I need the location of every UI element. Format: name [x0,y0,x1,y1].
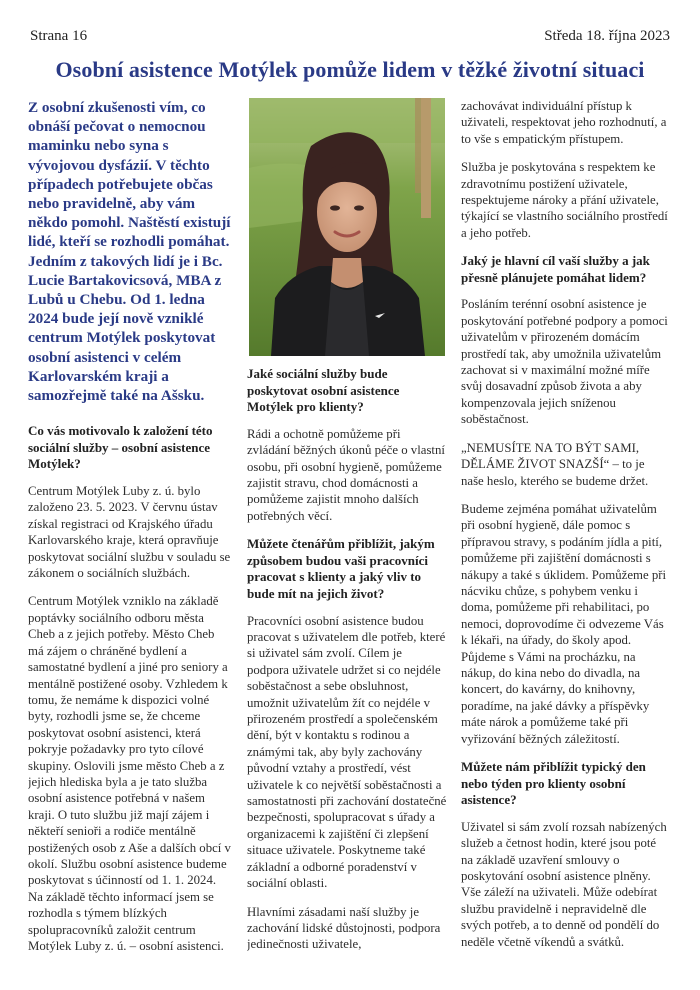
article-title: Osobní asistence Motýlek pomůže lidem v těžké životní situaci [55,57,645,82]
column-1 [28,98,233,972]
question-typical-day: Můžete nám přiblížit typický den nebo týden pro klienty osobní asistence? [461,759,646,808]
answer-paragraph: Budeme zejména pomáhat uživatelům při osobní hygieně, dále pomoc s přípravou stravy, s podáním jídla a pití, pomůžeme při zajištění domácnosti s nákupy a také s úklidem. Pomůžeme při nácviku chůze, s pohybem venku i doma, pomůžeme při rehabilitaci, po nemoci, doprovodíme či odvezeme Vás k lékaři, na úřady, do školy apod. Půjdeme s Vámi na procházku, na nákup, do kina nebo do divadla, na koncert, do kavárny, do knihovny, poradíme, na jaké dávky a příspěvky máte nárok a pomůžeme také při vyřizování běžných záležitostí. [461,501,667,746]
page-number: Strana 16 [30,28,88,44]
answer-paragraph: Hlavními zásadami naší služby je zachování lidské důstojnosti, podpora jedinečnosti uživatele, [247,904,441,952]
answer-paragraph: Služba je poskytována s respektem ke zdravotnímu postižení uživatele, respektujeme nároky a přání uživatele, týkající se vlastního sociálního prostředí a jeho potřeb. [461,160,668,240]
answer-paragraph: Pracovníci osobní asistence budou pracovat s uživatelem dle potřeb, které si uživatel sám zvolí. Cílem je podpora uživatele udržet si co nejdéle soběstačnost a sebe obsluhnost, umožnit uživatelům žít co nejdéle v přirozeném prostředí a společenském dění, být v kontaktu s rodinou a známými tak, aby byly zachovány původní vztahy a prostředí, vést uživatele k co největší soběstačnosti a samostatnosti při zachování dostatečné bezpečnosti, spolupracovat s úřady a organizacemi k zajištění či zlepšení situace uživatele. Poskytneme také základní a odborné poradenství v sociální oblasti. [247,613,447,891]
answer-paragraph: Posláním terénní osobní asistence je poskytování potřebné podpory a pomoci uživatelům v přirozeném domácím prostředí tak, aby umožnila uživatelům zachovat si v maximální možné míře svůj dosavadní způsob života a aby kompenzovala jejich sníženou soběstačnost. [461,297,668,427]
motto-paragraph: „NEMUSÍTE NA TO BÝT SAMI, DĚLÁME ŽIVOT SNAZŠÍ“ – to je naše heslo, kterého se budeme držet. [461,440,649,488]
issue-date: Středa 18. října 2023 [544,28,670,44]
article-body [28,98,670,972]
answer-paragraph: Rádi a ochotně pomůžeme při zvládání běžných úkonů péče o vlastní osobu, při osobní hygieně, pomůžeme zajistit stravu, chod domácnosti a pomůžeme zajistit mnoho dalších potřebných věcí. [247,426,445,523]
article-lead: Z osobní zkušenosti vím, co obnáší pečovat o nemocnou maminku nebo syna s vývojovou dysfázií. V těchto případech potřebujete občas nebo pravidelně, aby vám někdo pomohl. Naštěstí existují lidé, kteří se rozhodli pomáhat. Jedním z takových lidí je i Bc. Lucie Bartakovicsová, MBA z Lubů u Chebu. Od 1. ledna 2024 bude její nově vzniklé centrum Motýlek poskytovat osobní asistenci v celém Karlovarském kraji a samozřejmě také na Ašsku. [28,99,231,405]
question-motivation: Co vás motivovalo k založení této sociální služby – osobní asistence Motýlek? [28,423,213,472]
portrait-photo [249,98,445,356]
question-work-with-clients: Můžete čtenářům přiblížit, jakým způsobem budou vaši pracovníci pracovat s klienty a jaký vliv to bude mít na jejich život? [247,536,435,601]
question-main-goal: Jaký je hlavní cíl vaší služby a jak přesně plánujete pomáhat lidem? [461,253,650,285]
answer-paragraph: Centrum Motýlek Luby z. ú. bylo založeno 23. 5. 2023. V červnu ústav získal registraci od Krajského úřadu Karlovarského kraje, která opravňuje poskytovat sociální službu v souladu se zákonem o sociálních službách. [28,484,231,581]
column-2 [247,98,447,972]
question-services: Jaké sociální služby bude poskytovat osobní asistence Motýlek pro klienty? [247,366,400,415]
page-header [30,28,670,50]
column-3 [461,98,669,972]
answer-paragraph: zachovávat individuální přístup k uživateli, respektovat jeho rozhodnutí, a to vše s empatickým přístupem. [461,99,667,146]
answer-paragraph: Centrum Motýlek vzniklo na základě poptávky sociálního odboru města Cheb a z jejich potřeby. Město Cheb má zájem o chráněné bydlení a samostatné bydlení a jiné pro seniory a mentálně postižené osoby. Vzhledem k tomu, že nemáme k dispozici volné byty, rozhodli jsme se, že chceme poskytovat osobní asistenci, která pokryje požadavky pro tyto cílové skupiny. Oslovili jsme město Cheb a z jejich hlediska byla a je tato služba osobní asistence potřebná v našem kraji. O tuto službu již mají zájem i někteří senioři a rodiče mentálně postižených osob z Aše a dalších obcí v okolí. Službu osobní asistence budeme poskytovat s účinností od 1. 1. 2024. Na základě těchto informací jsem se rozhodla s týmem blízkých spolupracovníků založit centrum Motýlek Luby z. ú. – osobní asistenci. [28,594,231,953]
answer-paragraph: Uživatel si sám zvolí rozsah nabízených služeb a četnost hodin, které jsou poté na základě uzavření smlouvy o poskytování osobní asistence plněny. Vše záleží na uživateli. Může odebírat službu pravidelně i nepravidelně dle svých potřeb, a to denně od pondělí do neděle včetně víkendů a svátků. [461,819,667,949]
